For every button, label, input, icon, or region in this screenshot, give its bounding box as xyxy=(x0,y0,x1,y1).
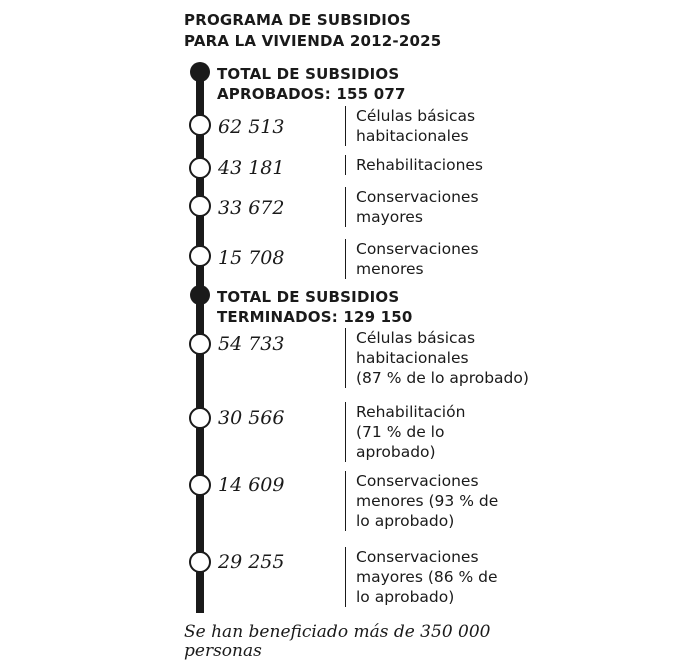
footer-line-2: personas xyxy=(184,641,262,661)
item-description xyxy=(345,239,479,279)
item-description xyxy=(345,402,465,462)
footer-line-1: Se han beneficiado más de 350 000 xyxy=(184,622,491,642)
total-completed-line-2: TERMINADOS: 129 150 xyxy=(217,308,413,326)
description-line: Rehabilitación xyxy=(356,403,466,421)
description-line: Conservaciones xyxy=(356,240,479,258)
item-value: 14 609 xyxy=(218,474,285,496)
timeline-node xyxy=(189,551,211,573)
total-approved-line-1: TOTAL DE SUBSIDIOS xyxy=(217,65,400,83)
description-line: menores xyxy=(356,260,424,278)
description-line: aprobado) xyxy=(356,443,436,461)
item-description xyxy=(345,106,475,146)
timeline-node xyxy=(189,157,211,179)
total-completed-line-1: TOTAL DE SUBSIDIOS xyxy=(217,288,400,306)
item-description xyxy=(345,328,529,388)
description-line: Células básicas xyxy=(356,329,476,347)
item-value: 29 255 xyxy=(218,551,285,573)
item-value: 33 672 xyxy=(218,197,285,219)
description-line: mayores (86 % de xyxy=(356,568,498,586)
item-value: 43 181 xyxy=(218,157,285,179)
timeline-node xyxy=(189,195,211,217)
description-line: Conservaciones xyxy=(356,472,479,490)
title-line-1: PROGRAMA DE SUBSIDIOS xyxy=(184,11,412,29)
footer-note xyxy=(184,623,490,661)
item-description xyxy=(345,547,498,607)
total-approved-label xyxy=(217,64,406,104)
description-line: (71 % de lo xyxy=(356,423,445,441)
description-line: Conservaciones xyxy=(356,548,479,566)
page-title xyxy=(184,10,441,52)
description-line: lo aprobado) xyxy=(356,512,455,530)
total-completed-label xyxy=(217,287,413,327)
description-line: (87 % de lo aprobado) xyxy=(356,369,529,387)
description-line: habitacionales xyxy=(356,349,469,367)
item-description xyxy=(345,155,483,175)
timeline-node xyxy=(189,333,211,355)
timeline-node-total-completed xyxy=(190,285,210,305)
total-approved-line-2: APROBADOS: 155 077 xyxy=(217,85,406,103)
item-value: 30 566 xyxy=(218,407,285,429)
description-line: Rehabilitaciones xyxy=(356,156,484,174)
item-description xyxy=(345,187,479,227)
timeline-node xyxy=(189,114,211,136)
item-value: 15 708 xyxy=(218,247,285,269)
description-line: Células básicas xyxy=(356,107,476,125)
item-value: 54 733 xyxy=(218,333,285,355)
description-line: menores (93 % de xyxy=(356,492,499,510)
item-value: 62 513 xyxy=(218,116,285,138)
timeline-node-total-approved xyxy=(190,62,210,82)
item-description xyxy=(345,471,498,531)
timeline-node xyxy=(189,474,211,496)
description-line: Conservaciones xyxy=(356,188,479,206)
description-line: lo aprobado) xyxy=(356,588,455,606)
description-line: mayores xyxy=(356,208,423,226)
timeline-node xyxy=(189,407,211,429)
timeline-node xyxy=(189,245,211,267)
description-line: habitacionales xyxy=(356,127,469,145)
title-line-2: PARA LA VIVIENDA 2012-2025 xyxy=(184,32,442,50)
